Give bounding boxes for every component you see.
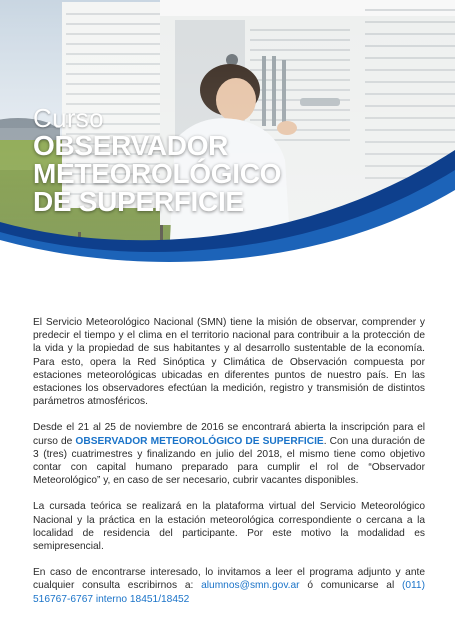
course-name-highlight: OBSERVADOR METEOROLÓGICO DE SUPERFICIE bbox=[75, 435, 324, 447]
paragraph-modality: La cursada teórica se realizará en la plataforma virtual del Servicio Meteorológico Nacional y la práctica en la estación meteorológica correspondiente o cercana a la localidad de residencia del participante. Por este motivo la modalidad es semipresencial. bbox=[33, 501, 425, 553]
enrollment-text-end: . Con una duración de 3 (tres) cuatrimestres y finalizando en julio del 2018, el mismo tiene como objetivo contar con capital humano preparado para cumplir el rol de “Observador Meteorológico” y, en caso de ser necesario, cubrir vacantes disponibles. bbox=[33, 435, 426, 487]
contact-phone-link[interactable]: (011) 516767-6767 interno 18451/18452 bbox=[33, 580, 425, 605]
enrollment-text-start: Desde el 21 al 25 de noviembre de 2016 se encontrará abierta la inscripción para el curso de bbox=[33, 422, 425, 447]
paragraph-enrollment bbox=[33, 421, 425, 487]
course-title-line-3: DE SUPERFICIE bbox=[33, 186, 244, 217]
contact-text-start: En caso de encontrarse interesado, lo invitamos a leer el programa adjunto y ante cualquier consulta escribirnos a: bbox=[33, 567, 425, 592]
paragraph-mission: El Servicio Meteorológico Nacional (SMN) tiene la misión de observar, comprender y predecir el tiempo y el clima en el territorio nacional para contribuir a la protección de la vida y la propiedad de sus habitantes y al desarrollo sustentable de la economía. Para esto, opera la Red Sinóptica y Climática de Observación compuesta por estaciones meteorológicas ubicadas en diferentes puntos de nuestro país. En las estaciones los observadores efectúan la medición, registro y transmisión de distintos parámetros atmosféricos. bbox=[33, 317, 425, 408]
contact-email-link[interactable]: alumnos@smn.gov.ar bbox=[201, 580, 300, 592]
course-label: Curso bbox=[33, 103, 104, 133]
course-title-line-2: METEOROLÓGICO bbox=[33, 158, 282, 189]
course-title-line-1: OBSERVADOR bbox=[33, 130, 229, 161]
course-title-block bbox=[33, 104, 281, 216]
body-text bbox=[33, 316, 425, 619]
paragraph-contact bbox=[33, 566, 425, 606]
contact-text-middle: ó comunicarse al bbox=[299, 580, 402, 592]
hero-banner bbox=[0, 0, 455, 280]
